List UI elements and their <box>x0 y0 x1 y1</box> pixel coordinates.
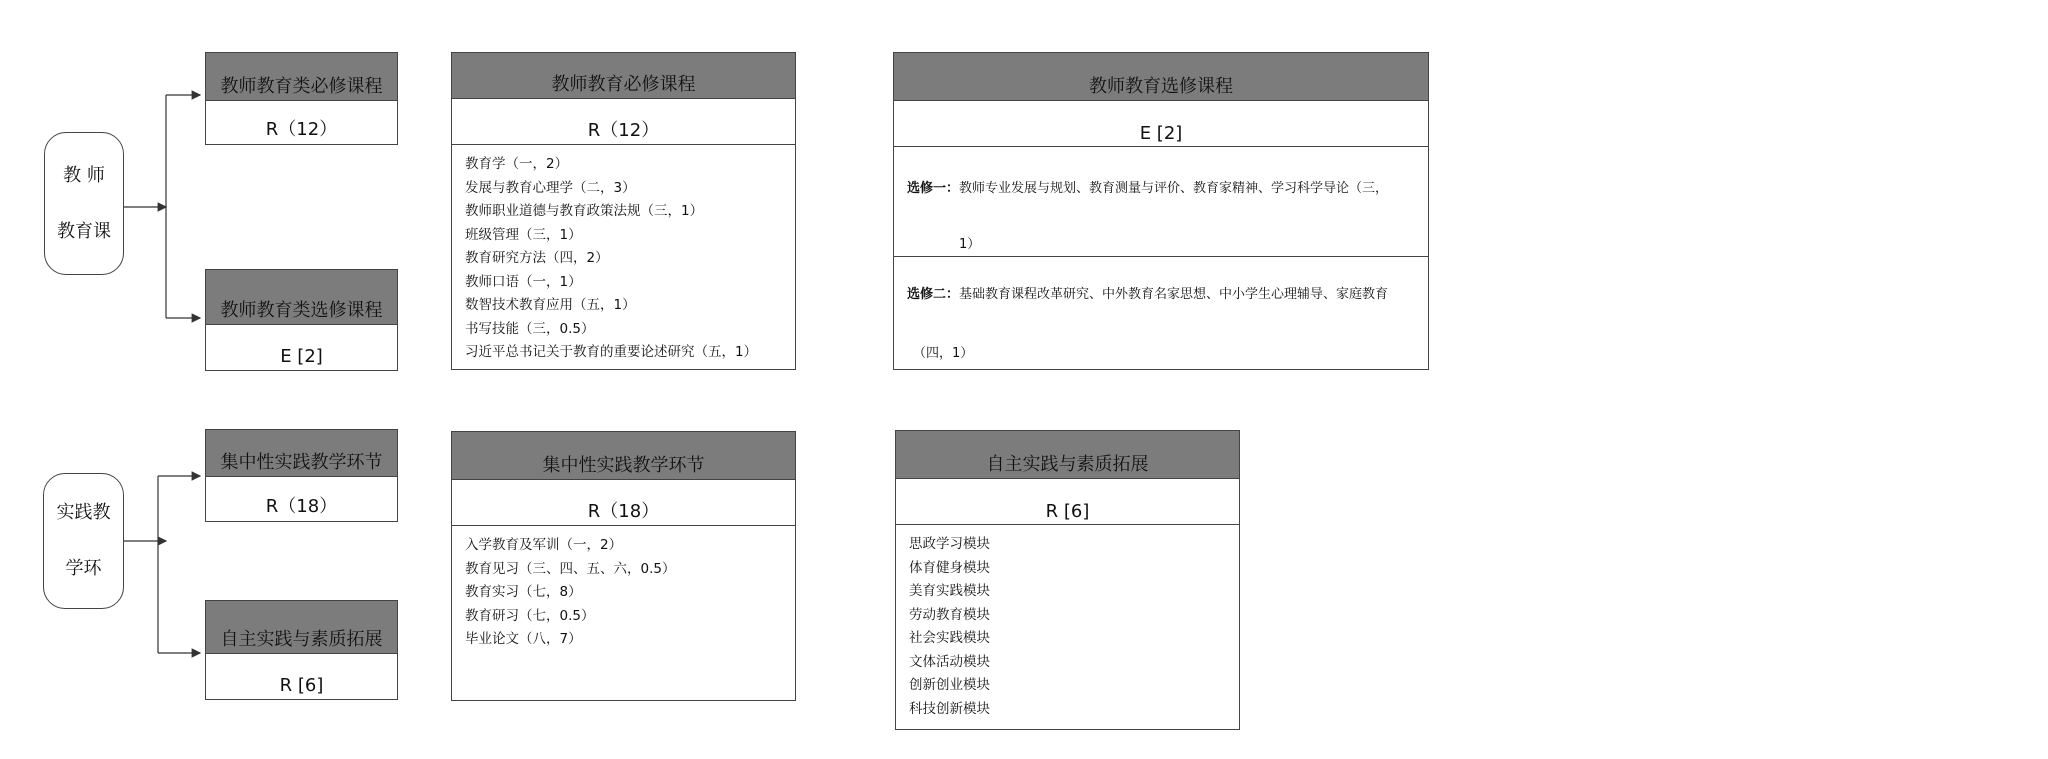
option-text: 教师专业发展与规划、教育测量与评价、教育家精神、学习科学导论（三， <box>959 181 1389 196</box>
box-header: 教师教育必修课程 <box>452 53 795 99</box>
list-item: 班级管理（三，1） <box>465 226 582 243</box>
list-item: 文体活动模块 <box>909 653 990 670</box>
elective-option-2 <box>894 257 1428 361</box>
list-item: 教育研习（七，0.5） <box>465 607 595 624</box>
list-item: 习近平总书记关于教育的重要论述研究（五，1） <box>465 344 758 360</box>
list-item: 毕业论文（八，7） <box>465 631 582 647</box>
credit-code: R（12） <box>452 99 795 145</box>
box-header: 教师教育类选修课程 <box>206 270 397 325</box>
credit-code: R（18） <box>265 496 338 517</box>
list-item: 创新创业模块 <box>909 677 990 693</box>
box-autonomous-summary <box>205 600 398 700</box>
option-text: 基础教育课程改革研究、中外教育名家思想、中小学生心理辅导、家庭教育 <box>959 287 1389 302</box>
list-item: 入学教育及军训（一，2） <box>465 537 623 553</box>
credit-code: E [2] <box>894 101 1428 147</box>
list-item: 书写技能（三，0.5） <box>465 320 595 337</box>
module-list <box>896 525 1239 721</box>
credit-code: R [6] <box>896 479 1239 525</box>
credit-code: R（12） <box>265 119 338 140</box>
category-practice <box>43 473 124 609</box>
list-item: 教育学（一，2） <box>465 156 569 172</box>
list-item: 科技创新模块 <box>909 700 990 717</box>
credit-code: R（18） <box>452 480 795 526</box>
list-item: 体育健身模块 <box>909 559 990 576</box>
option-label: 选修二： <box>907 287 960 302</box>
box-teacher-elective-detail <box>893 52 1429 370</box>
category-line2: 学环 <box>65 558 102 579</box>
box-teacher-elective-summary <box>205 269 398 371</box>
course-list <box>452 526 795 652</box>
category-line2: 教育课 <box>57 220 111 242</box>
option-continuation: （四，1） <box>913 346 974 361</box>
box-header: 集中性实践教学环节 <box>452 432 795 480</box>
list-item: 社会实践模块 <box>909 630 990 646</box>
list-item: 教育实习（七，8） <box>465 584 582 600</box>
list-item: 教育见习（三、四、五、六，0.5） <box>465 560 676 577</box>
elective-option-1 <box>894 147 1428 257</box>
box-autonomous-detail <box>895 430 1240 730</box>
box-practice-summary <box>205 429 398 522</box>
box-header: 自主实践与素质拓展 <box>896 431 1239 479</box>
credit-code: E [2] <box>280 346 323 367</box>
list-item: 发展与教育心理学（二，3） <box>465 179 636 196</box>
box-header: 教师教育类必修课程 <box>206 53 397 101</box>
list-item: 劳动教育模块 <box>909 606 990 623</box>
category-line1: 教 师 <box>63 164 105 186</box>
option-continuation: 1） <box>959 237 981 252</box>
box-header: 集中性实践教学环节 <box>206 430 397 477</box>
box-header: 自主实践与素质拓展 <box>206 601 397 654</box>
list-item: 思政学习模块 <box>909 536 990 552</box>
list-item: 数智技术教育应用（五，1） <box>465 297 636 313</box>
list-item: 美育实践模块 <box>909 583 990 599</box>
list-item: 教师职业道德与教育政策法规（三，1） <box>465 203 704 219</box>
list-item: 教育研究方法（四，2） <box>465 250 609 266</box>
box-practice-detail <box>451 431 796 701</box>
list-item: 教师口语（一，1） <box>465 273 582 290</box>
box-header: 教师教育选修课程 <box>894 53 1428 101</box>
option-label: 选修一： <box>907 181 960 196</box>
credit-code: R [6] <box>279 675 324 696</box>
box-teacher-required-detail <box>451 52 796 370</box>
course-list <box>452 145 795 365</box>
box-teacher-required-summary <box>205 52 398 145</box>
category-line1: 实践教 <box>56 502 111 523</box>
category-teacher-education <box>44 132 124 275</box>
